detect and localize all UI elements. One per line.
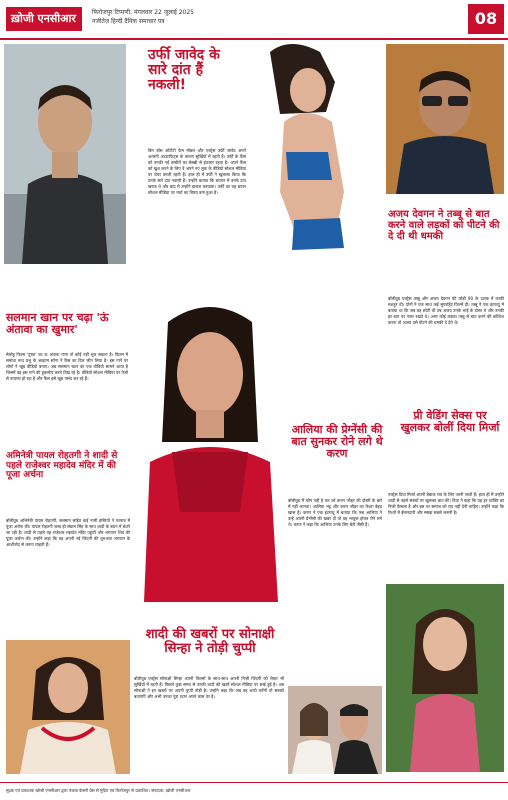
- wedding-body: एक्ट्रेस दिया मिर्जा अपनी बेबाक राय के लिए जानी जाती हैं। हाल ही में उन्होंने शादी से पहले संबंधों पर खुलकर बात की। दिया ने कहा कि यह हर व्यक्ति का निजी फैसला है और इस पर समाज को राय नहीं देनी चाहिए। उन्होंने कहा कि रिश्तों में ईमानदारी और समझ सबसे जरूरी है।: [388, 492, 504, 515]
- sonakshi-photo: [132, 292, 288, 602]
- urfi-photo: [240, 42, 378, 282]
- salman-headline: सलमान खान पर चढ़ा 'ऊं अंतावा का खुमार': [6, 311, 109, 336]
- aliya-headline: आलिया की प्रेग्नेंसी की बात सुनकर रोने लगे थे करण: [291, 423, 383, 460]
- page-footer: मुद्रक एवं प्रकाशक ख़ोजी एनसीआर द्वारा पंजाब केसरी प्रेस से मुद्रित एवं फिरोजपुर से प्रकाशित। संपादक: ख़ोजी एनसीआर: [0, 782, 508, 800]
- wedding-headline: प्री वेडिंग सेक्स पर खुलकर बोलीं दिया मिर्जा: [400, 409, 500, 434]
- ajay-photo: [386, 44, 504, 194]
- ajay-headline: अजय देवगन ने तब्बू से बात करने वाले लड़कों को पीटने की दे दी थी धमकी: [388, 209, 500, 242]
- aliya-karan-photo: [288, 686, 382, 774]
- urfi-headline: उर्फी जावेद के सारे दांत हैं नकली!: [148, 47, 220, 94]
- salman-photo: [4, 44, 126, 264]
- dia-photo: [386, 584, 504, 772]
- payal-photo: [6, 640, 130, 774]
- salman-body: मेलोडू फिल्म 'पुष्पा' का ऊ अंतावा गाना तो कोई नहीं भूल सकता है। फिल्म में समांथा रूथ प्रभु के आइटम सॉन्ग ने फैंस का दिल जीत लिया है। इस गाने पर लोगों ने खूब वीडियो बनाए। अब सलमान खान का एक वीडियो सामने आया है जिसमें वह इस गाने की हुकस्टेप करते दिख रहे हैं। वीडियो सोशल मीडिया पर तेजी से वायरल हो रहा है और फैंस इसे खूब पसंद कर रहे हैं।: [6, 352, 128, 381]
- urfi-body: बिग बॉस ओटीटी फेम मॉडल और एक्ट्रेस उर्फी जावेद अपने अतरंगी आउटफिट्स के कारण सुर्खियों में रहती हैं। उर्फी के फैंस को उनकी नई तस्वीरों का बेसब्री से इंतजार रहता है। अपने फैंस को खुश करने के लिए वे अपने नए लुक के वीडियो सोशल मीडिया पर शेयर करती रहती हैं। हाल ही में उर्फी ने खुलासा किया कि उनके सारे दांत नकली हैं। उन्होंने बताया कि बचपन में उनके दांत खराब थे और बाद में उन्होंने इलाज करवाया। उर्फी का यह बयान सोशल मीडिया पर चर्चा का विषय बना हुआ है।: [148, 148, 246, 195]
- ajay-body: बॉलीवुड एक्ट्रेस तब्बू और अजय देवगन की जोड़ी 90 के दशक में काफी मशहूर थी। दोनों ने एक साथ कई सुपरहिट फिल्में दी। तब्बू ने एक इंटरव्यू में बताया था कि जब वह छोटी थीं तब अजय उनके भाई के दोस्त थे और उनकी हर बात पर नजर रखते थे। अगर कोई लड़का तब्बू से बात करने की कोशिश करता तो अजय उसे पीटने की धमकी दे देते थे।: [388, 296, 504, 325]
- payal-body: बॉलीवुड अभिनेत्री पायल रोहतगी, सलमान सहित कई नामी हस्तियों ने नवरात्र में पूजा अर्चना की। पायल रोहतगी जल्द ही संग्राम सिंह के साथ शादी के बंधन में बंधने जा रही हैं। शादी से पहले वह राजेश्वर महादेव मंदिर पहुंचीं और भगवान शिव की पूजा अर्चना की। उन्होंने कहा कि वह अपनी नई जिंदगी की शुरुआत भगवान के आशीर्वाद से करना चाहती हैं।: [6, 518, 130, 547]
- payal-headline: अमिनेत्री पायल रोहतगी ने शादी से पहले राजेश्वर महादेव मंदिर में की पूजा अर्चना: [6, 451, 118, 481]
- sonakshi-headline: शादी की खबरों पर सोनाक्षी सिन्हा ने तोड़ी चुप्पी: [145, 627, 275, 657]
- sonakshi-body: बॉलीवुड एक्ट्रेस सोनाक्षी सिन्हा अपनी फिल्मों के साथ-साथ अपनी निजी जिंदगी को लेकर भी सुर्खियों में रहती हैं। पिछले कुछ समय से उनकी शादी की खबरें सोशल मीडिया पर छाई हुई हैं। अब सोनाक्षी ने इन खबरों पर अपनी चुप्पी तोड़ी है। उन्होंने कहा कि जब वह शादी करेंगी तो सबको बताएंगी और अभी उनका पूरा ध्यान अपने काम पर है।: [134, 676, 284, 699]
- section-tag: ख़ोजी एनसीआर: [6, 7, 82, 31]
- page-number: 08: [468, 4, 504, 34]
- page-header: [0, 0, 508, 40]
- dateline: फिरोजपुर टिप्पणी, मंगलवार 22 जुलाई 2025 नजीतेज़ हिन्दी दैनिक समाचार पत्र: [92, 9, 194, 25]
- aliya-body: बॉलीवुड में कौन नहीं है कर को करण जौहर की दोस्ती के बारे में नहीं जानता। आलिया भट्ट और करण जौहर का रिश्ता बेहद खास है। करण ने एक इंटरव्यू में बताया कि जब आलिया ने उन्हें अपनी प्रेग्नेंसी की खबर दी तो वह भावुक होकर रोने लगे थे। करण ने कहा कि आलिया उनके लिए बेटी जैसी हैं।: [288, 498, 382, 527]
